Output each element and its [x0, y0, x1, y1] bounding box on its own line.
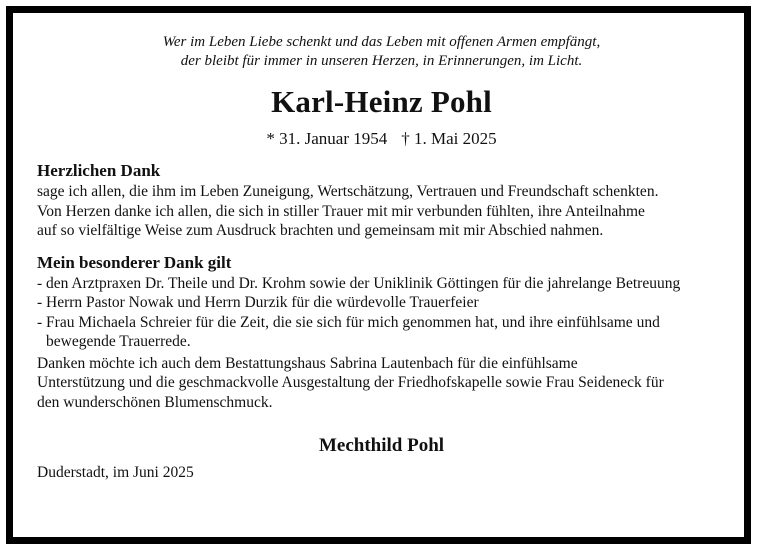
special-thanks-list — [37, 274, 726, 352]
closing-line: den wunderschönen Blumenschmuck. — [37, 393, 273, 411]
thanks-heading: Herzlichen Dank — [37, 161, 161, 180]
thanks-line: auf so vielfältige Weise zum Ausdruck brachten und gemeinsam mit mir Abschied nahmen. — [37, 222, 604, 239]
obituary-content — [37, 33, 726, 483]
closing-line: Danken möchte ich auch dem Bestattungshaus Sabrina Lautenbach für die einfühlsame — [37, 354, 578, 372]
closing-line: Unterstützung und die geschmackvolle Ausgestaltung der Friedhofskapelle sowie Frau Seideneck für — [37, 374, 664, 391]
thanks-line: Von Herzen danke ich allen, die sich in stiller Trauer mit mir verbunden fühlten, ihre Anteilnahme — [37, 202, 645, 220]
signature-name: Mechthild Pohl — [318, 435, 445, 456]
life-dates — [37, 128, 726, 150]
birth-date: * 31. Januar 1954 — [266, 129, 388, 148]
motto — [37, 33, 726, 71]
thanks-paragraph — [37, 182, 726, 241]
closing-paragraph — [37, 354, 726, 413]
list-item: - Herrn Pastor Nowak und Herrn Durzik für die würdevolle Trauerfeier — [37, 294, 479, 311]
place-and-date: Duderstadt, im Juni 2025 — [37, 464, 194, 481]
obituary-frame — [6, 6, 751, 544]
deceased-name: Karl-Heinz Pohl — [271, 84, 492, 119]
special-thanks-heading: Mein besonderer Dank gilt — [37, 252, 232, 272]
death-date: † 1. Mai 2025 — [401, 129, 497, 148]
list-item: - Frau Michaela Schreier für die Zeit, die sie sich für mich genommen hat, und ihre einfühlsame und bewegende Trauerrede. — [37, 313, 660, 350]
motto-line-1: Wer im Leben Liebe schenkt und das Leben mit offenen Armen empfängt, — [162, 34, 601, 50]
motto-line-2: der bleibt für immer in unseren Herzen, in Erinnerungen, im Licht. — [180, 53, 583, 69]
list-item: - den Arztpraxen Dr. Theile und Dr. Krohm sowie der Uniklinik Göttingen für die jahrelange Betreuung — [37, 274, 681, 292]
thanks-line: sage ich allen, die ihm im Leben Zuneigung, Wertschätzung, Vertrauen und Freundschaft schenkten. — [37, 183, 659, 200]
